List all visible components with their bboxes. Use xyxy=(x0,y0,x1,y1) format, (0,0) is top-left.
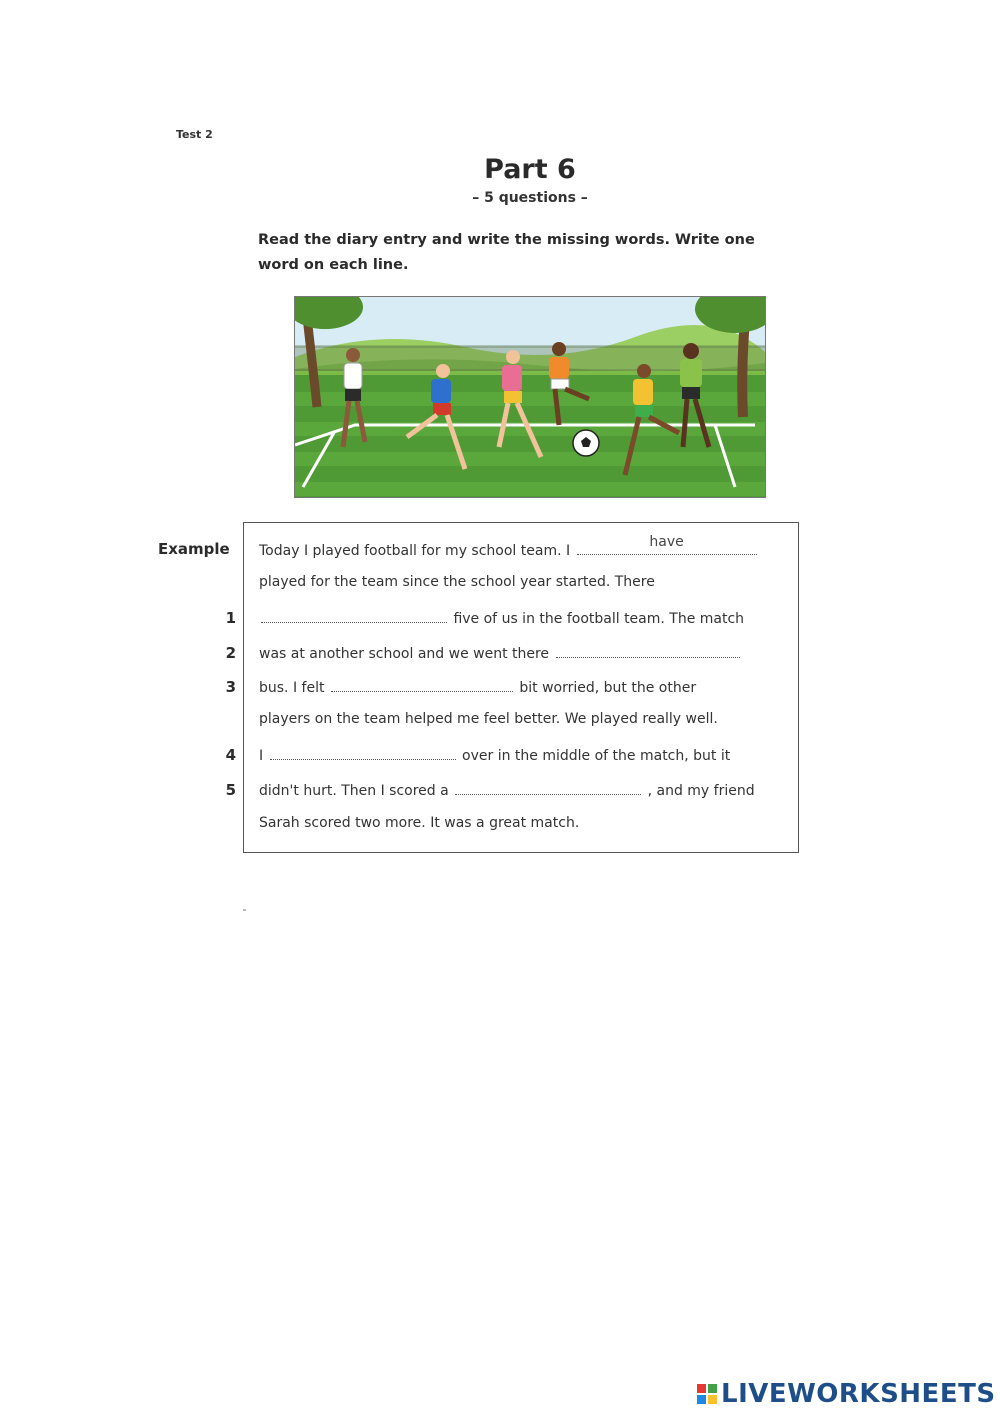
diary-text: I xyxy=(259,748,264,764)
question-number: 3 xyxy=(225,678,236,696)
question-number: 4 xyxy=(225,746,236,764)
example-answer: have xyxy=(649,534,684,550)
diary-line-7 xyxy=(259,745,730,764)
question-number: 5 xyxy=(225,781,236,799)
liveworksheets-logo[interactable] xyxy=(697,1377,996,1411)
diary-line-5 xyxy=(259,677,696,696)
diary-text: five of us in the football team. The match xyxy=(453,611,745,627)
question-number: 2 xyxy=(225,644,236,662)
diary-text: was at another school and we went there xyxy=(259,646,550,662)
question-number: 1 xyxy=(225,609,236,627)
instruction-text: Read the diary entry and write the missing words. Write one word on each line. xyxy=(258,232,755,273)
diary-text: over in the middle of the match, but it xyxy=(462,748,731,764)
example-label: Example xyxy=(158,540,230,558)
diary-text: bus. I felt xyxy=(259,680,325,696)
answer-gap-3[interactable] xyxy=(331,677,513,692)
diary-line-2: played for the team since the school year started. There xyxy=(259,574,655,590)
diary-text: didn't hurt. Then I scored a xyxy=(259,783,449,799)
brand-name: LIVEWORKSHEETS xyxy=(721,1379,996,1409)
diary-line-1 xyxy=(259,534,759,559)
diary-line-4 xyxy=(259,643,742,662)
scan-speck xyxy=(243,909,246,911)
answer-gap-5[interactable] xyxy=(455,780,641,795)
answer-gap-4[interactable] xyxy=(270,745,456,760)
part-title: Part 6 xyxy=(484,154,576,185)
answer-gap-2[interactable] xyxy=(556,643,740,658)
test-label: Test 2 xyxy=(176,128,213,141)
answer-gap-1[interactable] xyxy=(261,608,447,623)
diary-text: , and my friend xyxy=(647,783,755,799)
questions-note: – 5 questions – xyxy=(472,190,588,206)
diary-line-3 xyxy=(259,608,744,627)
diary-text: bit worried, but the other xyxy=(519,680,697,696)
diary-line-6: players on the team helped me feel better. We played really well. xyxy=(259,711,718,727)
diary-text: Today I played football for my school team. I xyxy=(259,543,571,559)
logo-mark-icon xyxy=(697,1384,717,1404)
diary-line-8 xyxy=(259,780,755,799)
diary-line-9: Sarah scored two more. It was a great match. xyxy=(259,815,580,831)
football-match-illustration xyxy=(294,296,766,498)
example-answer-gap xyxy=(577,534,757,555)
